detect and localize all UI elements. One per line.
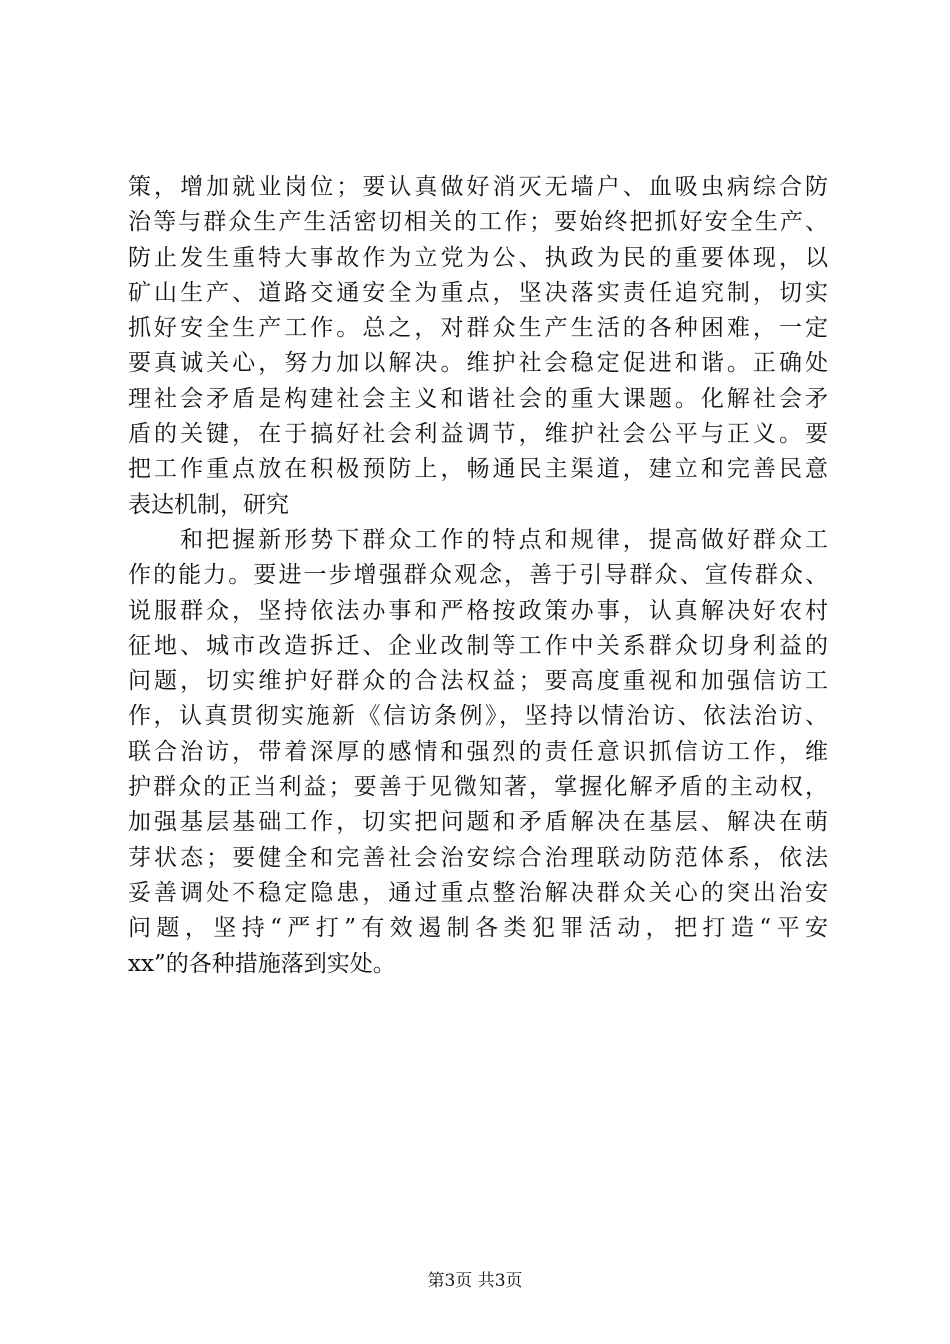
text-line: 防止发生重特大事故作为立党为公、执政为民的重要体现，以 <box>128 244 828 271</box>
text-line: 妥善调处不稳定隐患，通过重点整治解决群众关心的突出治安 <box>128 879 828 906</box>
text-line: 和把握新形势下群众工作的特点和规律，提高做好群众工 <box>128 526 828 553</box>
text-line: 问题，坚持“严打”有效遏制各类犯罪活动，把打造“平安 <box>128 915 828 942</box>
text-line: 作，认真贯彻实施新《信访条例》，坚持以情治访、依法治访、 <box>128 703 828 730</box>
text-line: 加强基层基础工作，切实把问题和矛盾解决在基层、解决在萌 <box>128 809 828 836</box>
text-line: 理社会矛盾是构建社会主义和谐社会的重大课题。化解社会矛 <box>128 385 828 412</box>
body-text <box>128 170 828 982</box>
text-line: 策，增加就业岗位；要认真做好消灭无墙户、血吸虫病综合防 <box>128 174 828 200</box>
text-line: 表达机制，研究 <box>128 491 289 518</box>
text-line: 矿山生产、道路交通安全为重点，坚决落实责任追究制，切实 <box>128 279 828 306</box>
text-line: 征地、城市改造拆迁、企业改制等工作中关系群众切身利益的 <box>128 632 828 659</box>
text-line: 抓好安全生产工作。总之，对群众生产生活的各种困难，一定 <box>128 315 828 342</box>
text-line: 问题，切实维护好群众的合法权益；要高度重视和加强信访工 <box>128 668 828 695</box>
text-line: 作的能力。要进一步增强群众观念，善于引导群众、宣传群众、 <box>128 562 828 589</box>
text-line: 护群众的正当利益；要善于见微知著，掌握化解矛盾的主动权， <box>128 774 828 801</box>
text-line: 说服群众，坚持依法办事和严格按政策办事，认真解决好农村 <box>128 597 828 624</box>
text-line: 芽状态；要健全和完善社会治安综合治理联动防范体系，依法 <box>128 844 828 871</box>
text-line: 联合治访，带着深厚的感情和强烈的责任意识抓信访工作，维 <box>128 738 828 765</box>
text-line: xx”的各种措施落到实处。 <box>128 950 396 977</box>
text-line: 治等与群众生产生活密切相关的工作；要始终把抓好安全生产、 <box>128 209 828 236</box>
page-footer: 第3页 共3页 <box>427 1271 523 1291</box>
text-line: 把工作重点放在积极预防上，畅通民主渠道，建立和完善民意 <box>128 456 828 483</box>
text-line: 盾的关键，在于搞好社会利益调节，维护社会公平与正义。要 <box>128 421 828 448</box>
text-line: 要真诚关心，努力加以解决。维护社会稳定促进和谐。正确处 <box>128 350 828 377</box>
